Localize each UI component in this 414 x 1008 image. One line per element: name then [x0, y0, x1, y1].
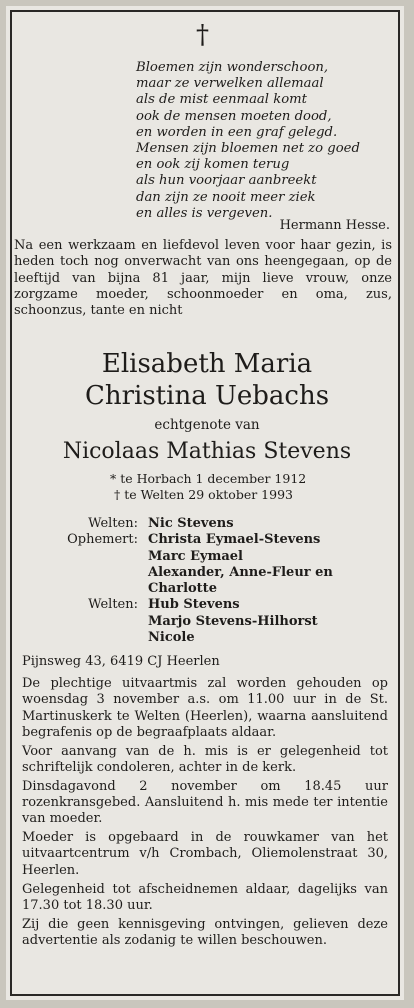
deceased-name-line2: Christina Uebachs: [84, 381, 330, 411]
intro-text: Na een werkzaam en liefdevol leven voor haar gezin, is heden toch nog onverwacht van ons heengegaan, op de leeftijd van bijna 81 jaar, mijn lieve vrouw, onze zorgzame moeder, schoonmoeder en oma, zus, schoonzus, tante en nicht: [14, 238, 392, 319]
poem-line: als de mist eenmaal komt: [136, 92, 307, 108]
poem-line: en alles is vergeven.: [136, 205, 273, 221]
family-name: Hub Stevens: [148, 597, 240, 613]
cross-icon: †: [196, 20, 209, 50]
poem-line: en ook zij komen terug: [136, 157, 290, 173]
poem-line: ook de mensen moeten dood,: [136, 108, 332, 124]
notice-paragraph: Voor aanvang van de h. mis is er gelegenheid tot schriftelijk condoleren, achter in de kerk.: [22, 743, 388, 775]
family-name: Alexander, Anne-Fleur en: [148, 564, 333, 580]
family-row: [0, 549, 414, 565]
family-row: [0, 614, 414, 630]
notice-paragraph: Moeder is opgebaard in de rouwkamer van het uitvaartcentrum v/h Crombach, Oliemolenstraat 30, Heerlen.: [22, 830, 388, 878]
family-row: [0, 565, 414, 581]
poem-line: maar ze verwelken allemaal: [136, 76, 324, 92]
poem-line: en worden in een graf gelegd.: [136, 124, 338, 140]
home-address: Pijnsweg 43, 6419 CJ Heerlen: [22, 654, 220, 669]
death-date: † te Welten 29 oktober 1993: [114, 487, 293, 502]
deceased-name-line1: Elisabeth Maria: [101, 349, 313, 379]
family-place: Ophemert:: [67, 532, 138, 548]
notice-paragraph: Gelegenheid tot afscheidnemen aldaar, dagelijks van 17.30 tot 18.30 uur.: [22, 881, 388, 913]
family-name: Christa Eymael-Stevens: [148, 532, 321, 548]
poem-line: Bloemen zijn wonderschoon,: [136, 60, 329, 75]
poem-line: dan zijn ze nooit meer ziek: [136, 189, 316, 205]
family-name: Marc Eymael: [148, 548, 243, 564]
birth-date: * te Horbach 1 december 1912: [110, 471, 307, 486]
family-list: [0, 516, 414, 646]
notice-paragraph: Dinsdagavond 2 november om 18.45 uur rozenkransgebed. Aansluitend h. mis mede ter intentie van moeder.: [22, 778, 388, 827]
family-name: Nicole: [148, 630, 195, 646]
family-row: [0, 597, 414, 613]
poem-line: als hun voorjaar aanbreekt: [136, 173, 317, 189]
poem: [136, 60, 388, 222]
family-name: Charlotte: [148, 581, 217, 597]
family-place: Welten:: [88, 597, 138, 613]
family-name: Nic Stevens: [148, 516, 234, 531]
notice-paragraph: De plechtige uitvaartmis zal worden gehouden op woensdag 3 november a.s. om 11.00 uur in de St. Martinuskerk te Welten (Heerlen), waarna aansluitend begrafenis op de begraafplaats aldaar.: [22, 676, 388, 740]
family-row: [0, 581, 414, 597]
notice-paragraph: Zij die geen kennisgeving ontvingen, gelieven deze advertentie als zodanig te willen beschouwen.: [22, 916, 388, 948]
spouse-label: echtgenote van: [154, 417, 260, 433]
spouse-name: Nicolaas Mathias Stevens: [62, 439, 352, 464]
family-name: Marjo Stevens-Hilhorst: [148, 613, 318, 629]
funeral-notices: [22, 676, 388, 952]
poem-line: Mensen zijn bloemen net zo goed: [136, 141, 360, 157]
family-row: [0, 630, 414, 646]
family-place: Welten:: [88, 516, 138, 531]
family-row: [0, 516, 414, 532]
poem-author: Hermann Hesse.: [279, 218, 390, 233]
family-row: [0, 532, 414, 548]
